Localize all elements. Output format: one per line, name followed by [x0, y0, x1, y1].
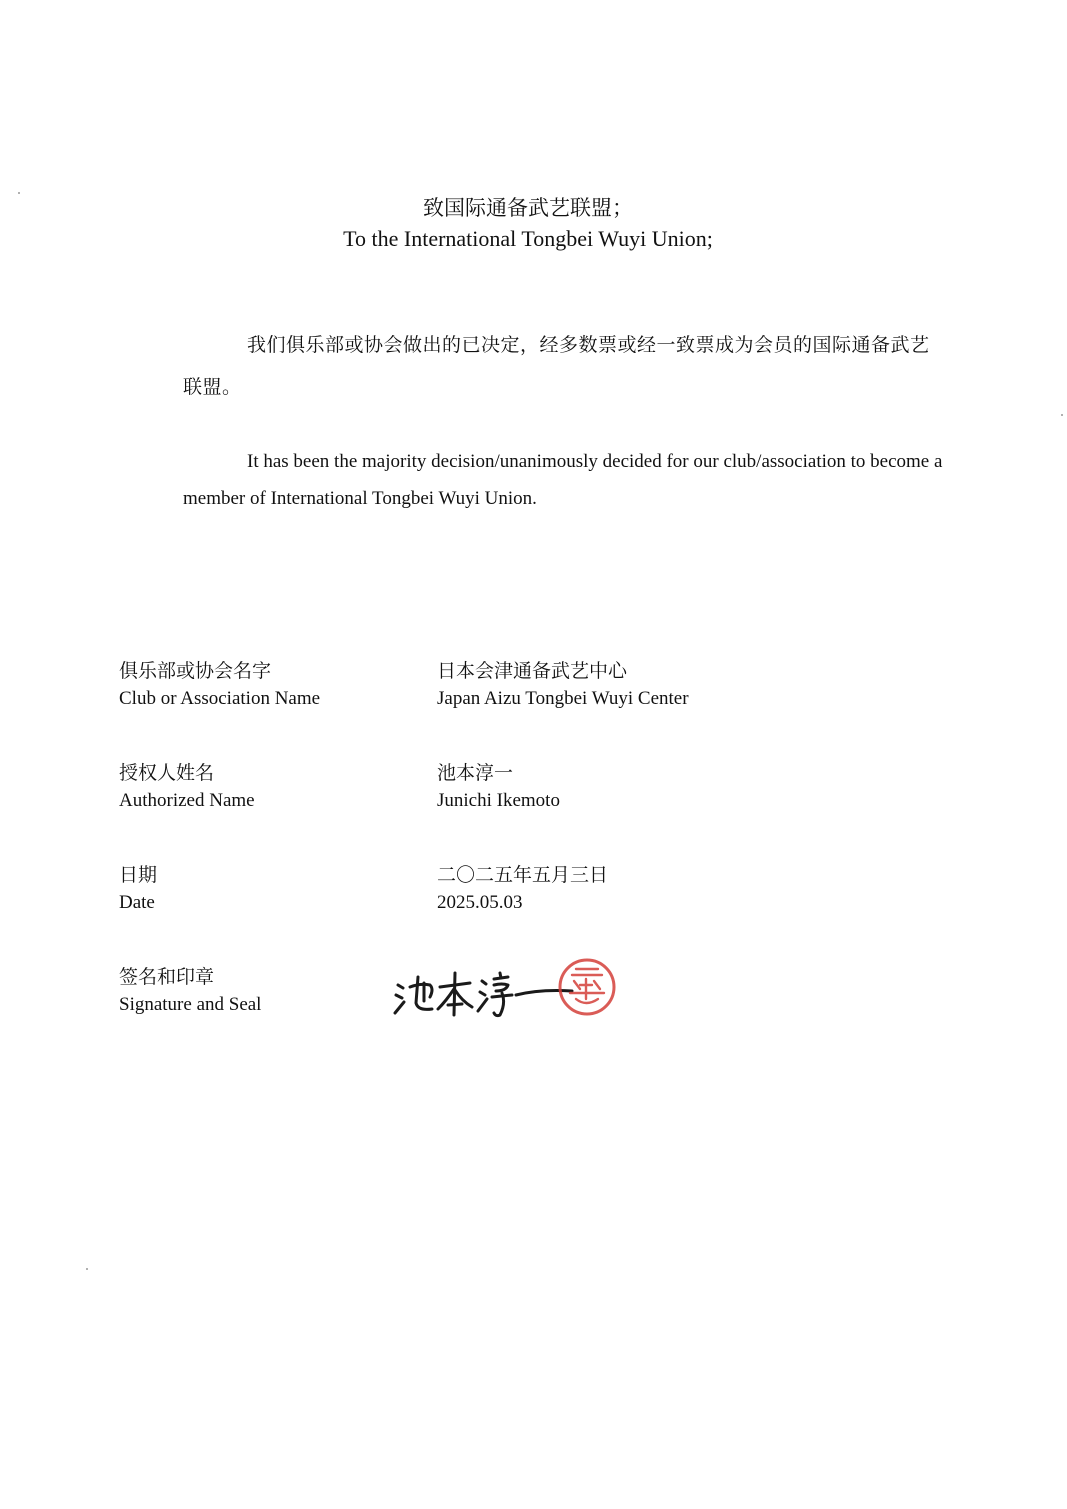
authorized-name-label-en: Authorized Name — [119, 790, 255, 811]
scan-speck — [18, 192, 20, 194]
club-name-value-en: Japan Aizu Tongbei Wuyi Center — [437, 688, 689, 709]
date-value-en: 2025.05.03 — [437, 892, 523, 913]
club-name-label-en: Club or Association Name — [119, 688, 321, 709]
date-label-en: Date — [119, 892, 155, 913]
club-name-value — [437, 658, 689, 712]
date-label — [119, 862, 157, 916]
authorized-name-label — [119, 760, 255, 814]
club-name-value-zh: 日本会津通备武艺中心 — [437, 660, 628, 682]
scan-speck — [1061, 414, 1063, 416]
signature-label-zh: 签名和印章 — [119, 966, 215, 988]
authorized-name-value-en: Junichi Ikemoto — [437, 790, 560, 811]
red-seal — [560, 960, 614, 1014]
handwritten-signature-and-seal — [390, 955, 630, 1025]
signature-label-en: Signature and Seal — [119, 994, 262, 1015]
date-value-zh: 二〇二五年五月三日 — [437, 864, 609, 886]
body-paragraph-english: It has been the majority decision/unanimously decided for our club/association to become a member of International Tongbei Wuyi Union. — [183, 451, 943, 509]
club-name-label-zh: 俱乐部或协会名字 — [119, 660, 272, 682]
authorized-name-value — [437, 760, 560, 814]
authorized-name-label-zh: 授权人姓名 — [119, 762, 215, 784]
body-paragraph-chinese: 我们俱乐部或协会做出的已决定，经多数票或经一致票成为会员的国际通备武艺联盟。 — [183, 334, 930, 398]
date-value — [437, 862, 608, 916]
heading-chinese: 致国际通备武艺联盟； — [423, 196, 633, 220]
scan-speck — [86, 1268, 88, 1270]
signature-label — [119, 964, 261, 1018]
authorized-name-value-zh: 池本淳一 — [437, 762, 514, 784]
handwritten-signature — [395, 973, 572, 1016]
heading-english: To the International Tongbei Wuyi Union; — [343, 226, 713, 251]
date-label-zh: 日期 — [119, 864, 158, 886]
club-name-label — [119, 658, 320, 712]
